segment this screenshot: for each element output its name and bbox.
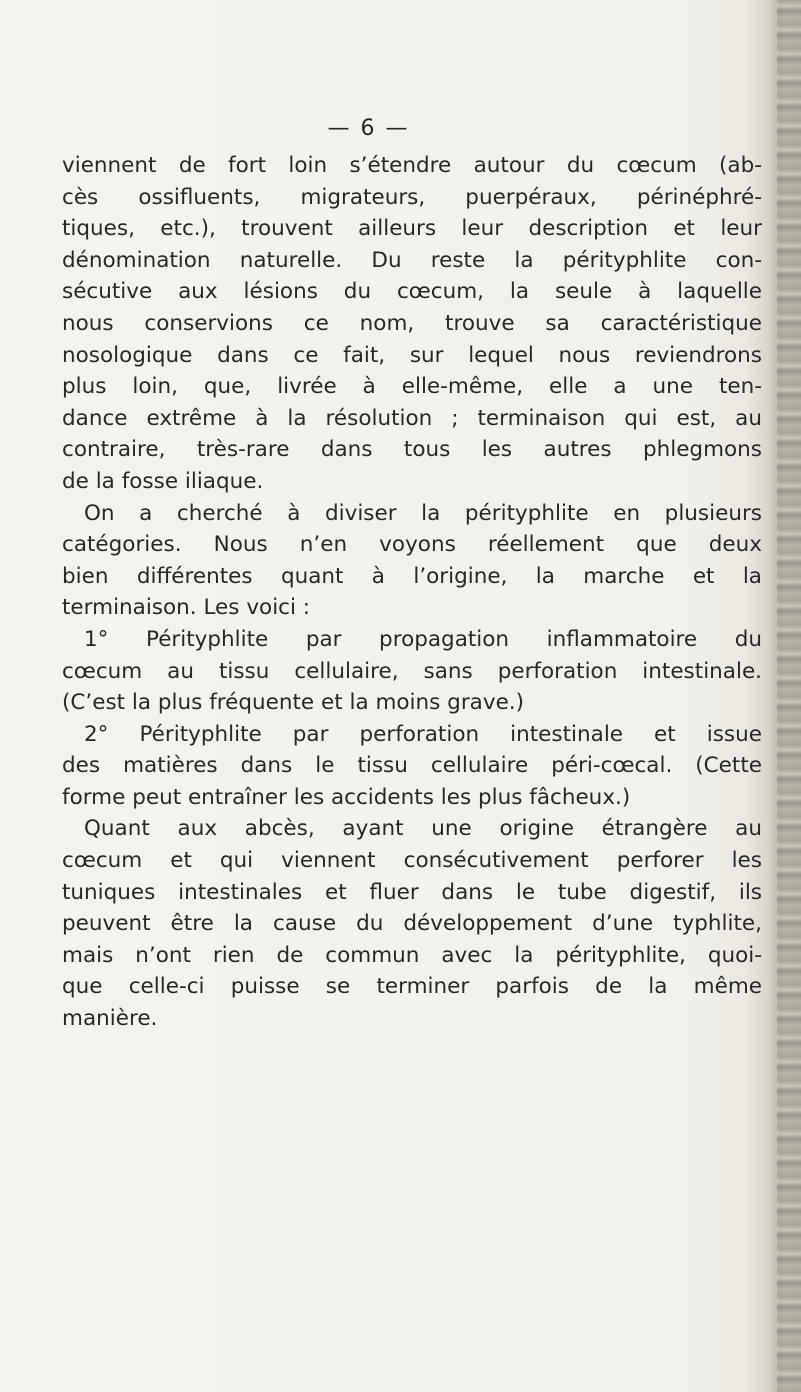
body-text <box>62 150 762 1035</box>
text-line: mais n’ont rien de commun avec la pérityphlite, quoi- <box>62 942 762 968</box>
text-line: catégories. Nous n’en voyons réellement que deux <box>62 532 762 558</box>
text-line: tiques, etc.), trouvent ailleurs leur description et leur <box>62 216 762 242</box>
text-line: des matières dans le tissu cellulaire péri-cœcal. (Cette <box>62 753 762 779</box>
binding-edge <box>777 0 801 1392</box>
text-line: dénomination naturelle. Du reste la pérityphlite con- <box>62 247 762 273</box>
text-line: 2° Pérityphlite par perforation intestinale et issue <box>84 721 762 747</box>
text-line: nosologique dans ce fait, sur lequel nous reviendrons <box>62 342 762 368</box>
text-line: bien différentes quant à l’origine, la marche et la <box>62 563 762 589</box>
text-line: (C’est la plus fréquente et la moins grave.) <box>62 690 525 716</box>
text-line: viennent de fort loin s’étendre autour du cœcum (ab- <box>62 153 762 178</box>
text-line: sécutive aux lésions du cœcum, la seule à laquelle <box>62 279 762 305</box>
text-line: contraire, très-rare dans tous les autres phlegmons <box>62 437 762 463</box>
text-line: On a cherché à diviser la pérityphlite en plusieurs <box>84 500 762 526</box>
text-line: Quant aux abcès, ayant une origine étrangère au <box>84 816 762 842</box>
text-line: plus loin, que, livrée à elle-même, elle a une ten- <box>62 374 762 400</box>
text-line: forme peut entraîner les accidents les plus fâcheux.) <box>62 784 631 810</box>
text-line: tuniques intestinales et fluer dans le tube digestif, ils <box>62 879 762 905</box>
text-line: terminaison. Les voici : <box>62 595 311 621</box>
text-line: peuvent être la cause du développement d’une typhlite, <box>62 911 762 937</box>
text-line: cœcum et qui viennent consécutivement perforer les <box>62 848 762 874</box>
text-line: que celle-ci puisse se terminer parfois de la même <box>62 974 762 1000</box>
text-line: de la fosse iliaque. <box>62 468 264 494</box>
text-line: cès ossifluents, migrateurs, puerpéraux, périnéphré- <box>62 184 762 210</box>
text-line: nous conservions ce nom, trouve sa caractéristique <box>62 310 762 336</box>
text-line: manière. <box>62 1006 158 1032</box>
text-line: 1° Pérityphlite par propagation inflammatoire du <box>84 626 762 652</box>
page-number: — 6 — <box>327 116 410 141</box>
text-line: dance extrême à la résolution ; terminaison qui est, au <box>62 405 762 431</box>
text-line: cœcum au tissu cellulaire, sans perforation intestinale. <box>62 658 762 684</box>
